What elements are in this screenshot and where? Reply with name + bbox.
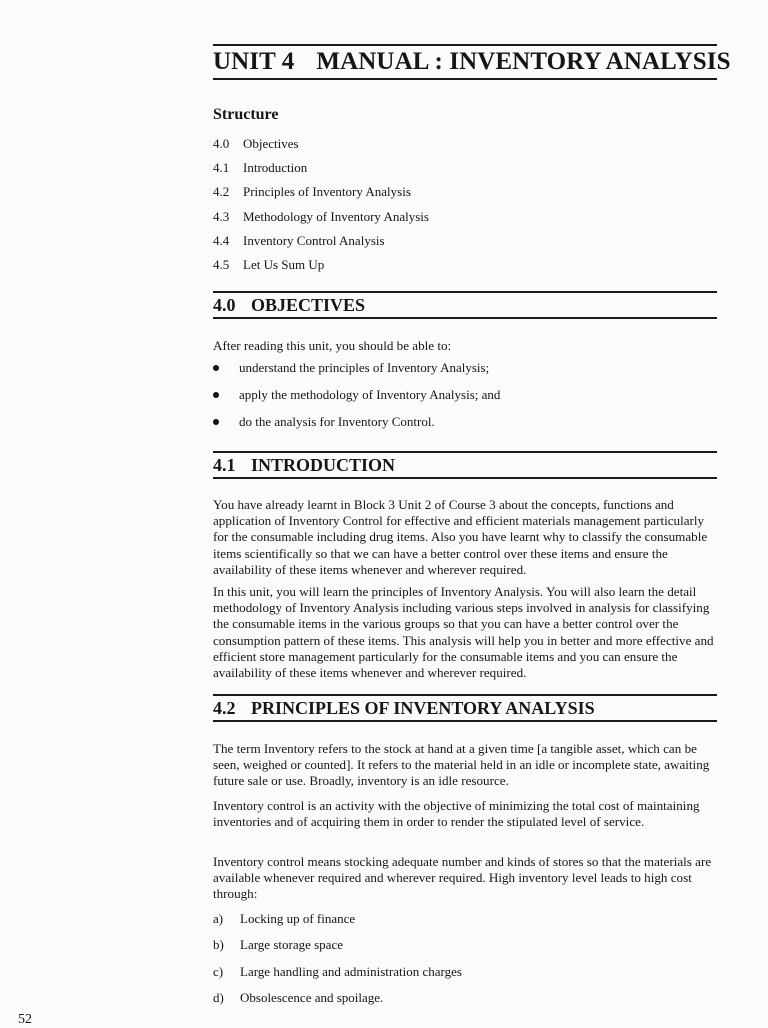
section-heading-objectives: 4.0 OBJECTIVES (213, 295, 366, 315)
section-rule (213, 291, 717, 293)
objectives-intro: After reading this unit, you should be able to: (213, 338, 452, 353)
cost-factors-list (213, 911, 462, 1016)
cost-factor-item: b) Large storage space (213, 937, 343, 953)
bullet-icon (213, 365, 219, 371)
objective-item: apply the methodology of Inventory Analysis; and (213, 387, 500, 414)
structure-item: 4.4 Inventory Control Analysis (213, 232, 385, 248)
cost-factor-item: d) Obsolescence and spoilage. (213, 989, 384, 1005)
introduction-paragraph-2: In this unit, you will learn the principles of Inventory Analysis. You will also learn the detail methodology of Inventory Analysis including various steps involved in analysis for classifying the consumable items in the various groups so that you can have a better control over the consumption pattern of these items. This analysis will help you in better and more effective and efficient store management particularly for the consumable items and you can ensure the availability of these items whenever and wherever required. (213, 584, 714, 681)
section-rule (213, 694, 717, 696)
unit-title (213, 48, 731, 76)
structure-item: 4.3 Methodology of Inventory Analysis (213, 208, 429, 224)
section-rule (213, 477, 717, 479)
unit-title-text: MANUAL : INVENTORY ANALYSIS (316, 48, 731, 75)
page-number: 52 (18, 1012, 32, 1027)
structure-heading: Structure (213, 106, 279, 123)
title-bottom-rule (213, 78, 717, 80)
objective-item: do the analysis for Inventory Control. (213, 414, 500, 441)
principles-paragraph-3: Inventory control means stocking adequate number and kinds of stores so that the materials are available whenever required and wherever required. High inventory level leads to high cost through: (213, 854, 712, 902)
objective-item: understand the principles of Inventory Analysis; (213, 360, 500, 387)
objectives-list (213, 360, 500, 441)
unit-number: UNIT 4 (213, 48, 295, 75)
cost-factor-item: c) Large handling and administration charges (213, 963, 462, 979)
bullet-icon (213, 392, 219, 398)
section-rule (213, 451, 717, 453)
structure-list (213, 136, 429, 281)
bullet-icon (213, 419, 219, 425)
section-heading-introduction: 4.1 INTRODUCTION (213, 455, 396, 475)
section-heading-principles: 4.2 PRINCIPLES OF INVENTORY ANALYSIS (213, 698, 595, 718)
introduction-paragraph-1: You have already learnt in Block 3 Unit 2 of Course 3 about the concepts, functions and application of Inventory Control for effective and efficient materials management particularly for the consumable including drug items. Also you have learnt why to classify the consumable items scientifically so that we can have a better control over these items and ensure the availability of these items whenever and wherever required. (213, 497, 708, 577)
structure-item: 4.1 Introduction (213, 160, 308, 176)
principles-paragraph-1: The term Inventory refers to the stock at hand at a given time [a tangible asset, which can be seen, weighed or counted]. It refers to the material held in an idle or incomplete state, awaiting future sale or use. Broadly, inventory is an idle resource. (213, 741, 710, 789)
structure-item: 4.0 Objectives (213, 136, 299, 151)
section-rule (213, 720, 717, 722)
structure-item: 4.5 Let Us Sum Up (213, 256, 325, 272)
title-top-rule (213, 44, 717, 46)
section-rule (213, 317, 717, 319)
structure-item: 4.2 Principles of Inventory Analysis (213, 184, 411, 200)
cost-factor-item: a) Locking up of finance (213, 911, 356, 926)
principles-paragraph-2: Inventory control is an activity with the objective of minimizing the total cost of maintaining inventories and of acquiring them in order to render the stipulated level of service. (213, 798, 700, 830)
